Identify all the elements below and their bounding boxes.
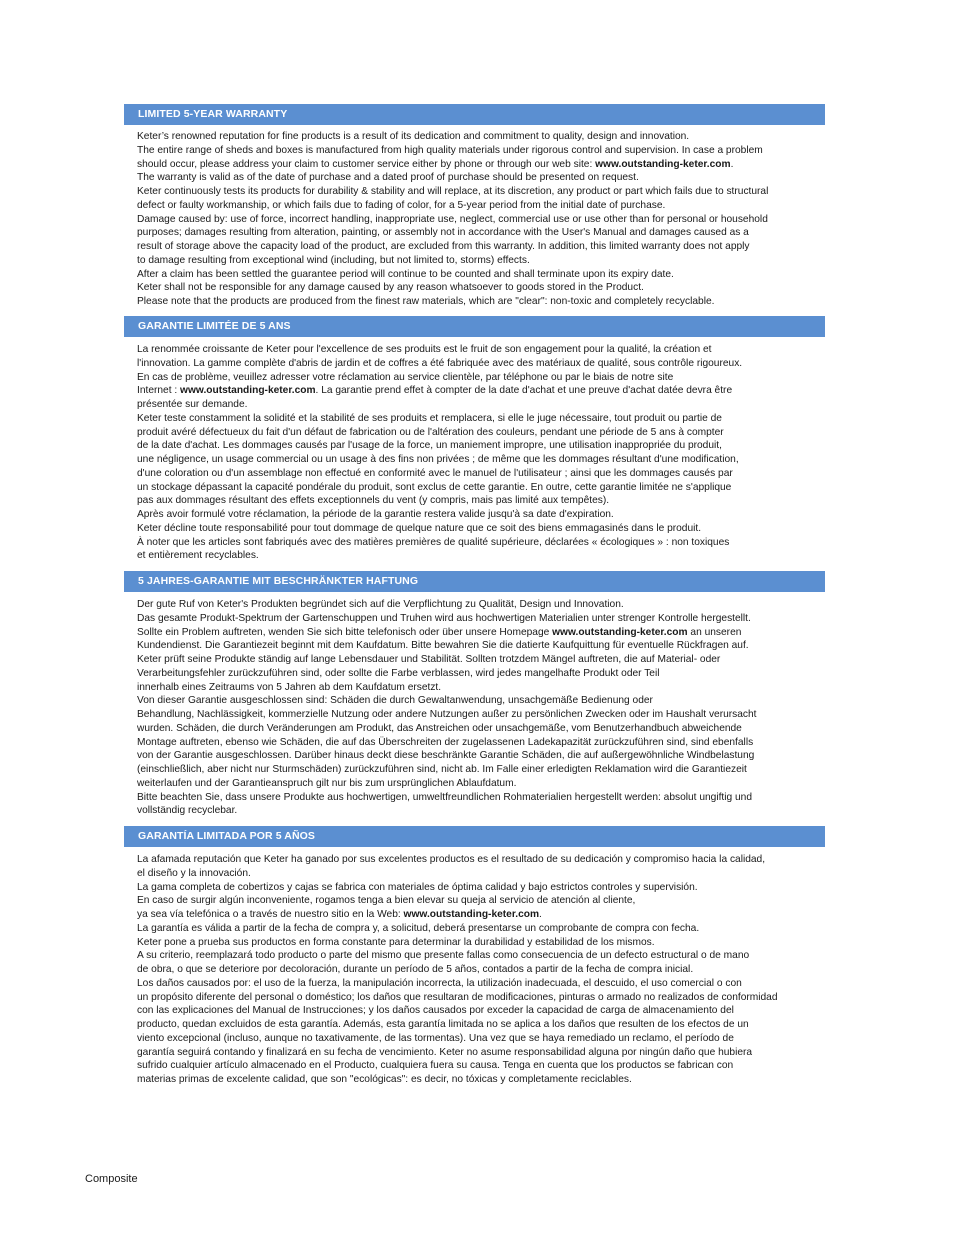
text-run: À noter que les articles sont fabriqués avec des matières premières de qualité supérieure, déclarées « écologiques » : non toxiques — [137, 536, 730, 548]
text-run: Damage caused by: use of force, incorrect handling, inappropriate use, neglect, commercial use or use other than for personal or household — [137, 213, 768, 225]
text-line — [137, 763, 825, 777]
text-run: innerhalb eines Zeitraums von 5 Jahren ab dem Kaufdatum ersetzt. — [137, 681, 442, 693]
text-run: Keter continuously tests its products for durability & stability and will replace, at its discretion, any product or part which fails due to structural — [137, 186, 769, 197]
text-run: Verarbeitungsfehler zurückzuführen sind, oder sollte die Farbe verblassen, wird jedes mangelhafte Produkt oder Teil — [137, 667, 660, 679]
text-line — [137, 522, 825, 536]
text-line — [137, 281, 825, 295]
text-line — [137, 357, 825, 371]
text-line — [137, 1059, 825, 1073]
text-line — [137, 667, 825, 681]
text-run: l'innovation. La gamme complète d'abris de jardin et de coffres a été fabriquée avec des matériaux de qualité, sous contrôle rigoureux. — [137, 357, 743, 369]
warranty-section-en — [124, 104, 825, 309]
text-line — [137, 1073, 825, 1087]
text-run: el diseño y la innovación. — [137, 867, 251, 879]
text-run: de la date d'achat. Les dommages causés par l'usage de la force, un maniement impropre, une utilisation inappropriée du produit, — [137, 440, 722, 452]
text-line — [137, 1018, 825, 1032]
text-run: vollständig recyclebar. — [137, 805, 238, 817]
text-run: d'une coloration ou d'un assemblage non effectué en conformité avec le manuel de l'utilisateur ; ainsi que les dommages causés par — [137, 467, 733, 479]
text-line — [137, 922, 825, 936]
text-run: Keter prüft seine Produkte ständig auf lange Lebensdauer und Stabilität. Sollten trotzdem Mängel auftreten, die auf Material- oder — [137, 654, 721, 665]
text-run: wurden. Schäden, die durch Veränderungen am Produkt, das Anstreichen oder unsachgemäße, vom Benutzerhandbuch abweichende — [137, 722, 742, 734]
text-run: La garantía es válida a partir de la fecha de compra y, a solicitud, deberá presentarse un comprobante de compra con fecha. — [137, 922, 700, 934]
text-run: con las explicaciones del Manual de Instrucciones; y los daños causados por exceder la capacidad de carga de almacenamiento del — [137, 1005, 734, 1017]
text-run: Please note that the products are produced from the finest raw materials, which are "clear": non-toxic and completely recyclable. — [137, 296, 715, 307]
text-line — [137, 963, 825, 977]
text-run: Keter’s renowned reputation for fine products is a result of its dedication and commitment to quality, design and innovation. — [137, 131, 690, 142]
text-line — [137, 653, 825, 667]
text-run: result of storage above the capacity load of the product, are excluded from this warranty. In addition, this limited warranty does not apply — [137, 241, 750, 252]
text-line — [137, 494, 825, 508]
text-run: En cas de problème, veuillez adresser votre réclamation au service clientèle, par téléphone ou par le biais de notre site — [137, 371, 674, 383]
text-run: Keter pone a prueba sus productos en forma constante para determinar la durabilidad y estabilidad de los mismos. — [137, 936, 655, 948]
text-run: Après avoir formulé votre réclamation, la période de la garantie restera valide jusqu'à sa date d'expiration. — [137, 509, 614, 520]
text-line — [137, 749, 825, 763]
text-run: et entièrement recyclables. — [137, 550, 259, 562]
text-run: Kundendienst. Die Garantiezeit beginnt mit dem Kaufdatum. Bitte bewahren Sie die datierte Kaufquittung für eventuelle Rückfragen auf. — [137, 640, 749, 652]
text-run: The entire range of sheds and boxes is manufactured from high quality materials under rigorous control and supervision. In case a problem — [137, 144, 763, 156]
section-header: GARANTIE LIMITÉE DE 5 ANS — [124, 316, 825, 337]
text-line — [137, 894, 825, 908]
text-run: Sollte ein Problem auftreten, wenden Sie sich bitte telefonisch oder über unsere Homepage — [137, 626, 553, 638]
text-line — [137, 158, 825, 172]
text-line — [137, 881, 825, 895]
text-run: defect or faulty workmanship, or which fails due to fading of color, for a 5-year period from the initial date of purchase. — [137, 199, 666, 211]
text-run: . — [730, 158, 734, 170]
text-line — [137, 1004, 825, 1018]
text-line — [137, 722, 825, 736]
warranty-section-fr — [124, 316, 825, 563]
text-run: La renommée croissante de Keter pour l'excellence de ses produits est le fruit de son engagement pour la qualité, la création et — [137, 344, 712, 355]
warranty-section-de — [124, 571, 825, 818]
text-run: viento excepcional (incluso, aunque no taxativamente, de las tormentas). Una vez que se haya remediado un reclamo, el período de — [137, 1032, 734, 1044]
text-run: Keter shall not be responsible for any damage caused by any reason whatsoever to goods stored in the Product. — [137, 282, 644, 294]
text-line — [137, 199, 825, 213]
text-run: La gama completa de cobertizos y cajas se fabrica con materiales de óptima calidad y bajo estrictos controles y supervisión. — [137, 881, 698, 893]
text-line — [137, 144, 825, 158]
text-line — [137, 1032, 825, 1046]
text-line — [137, 977, 825, 991]
text-line — [137, 268, 825, 282]
text-line — [137, 639, 825, 653]
text-line — [137, 226, 825, 240]
text-line — [137, 467, 825, 481]
text-line — [137, 398, 825, 412]
text-run: ya sea vía telefónica o a través de nuestro sitio en la Web: — [137, 909, 404, 920]
text-line — [137, 508, 825, 522]
text-run: Keter décline toute responsabilité pour tout dommage de quelque nature que ce soit des biens emmagasinés dans le produit. — [137, 522, 702, 534]
text-run: pas aux dommages résultant des effets exceptionnels du vent (y compris, mais pas limité aux tempêtes). — [137, 495, 610, 507]
footer-label: Composite — [85, 1173, 138, 1185]
section-header: 5 JAHRES-GARANTIE MIT BESCHRÄNKTER HAFTUNG — [124, 571, 825, 592]
text-line — [137, 412, 825, 426]
text-line — [137, 295, 825, 309]
text-line — [137, 867, 825, 881]
text-line — [137, 384, 825, 398]
text-run: Von dieser Garantie ausgeschlossen sind: Schäden die durch Gewaltanwendung, unsachgemäße Bedienung oder — [137, 695, 653, 707]
text-run: After a claim has been settled the guarantee period will continue to be counted and shall terminate upon its expiry date. — [137, 268, 674, 280]
website-link-text: www.outstanding-keter.com — [552, 626, 688, 638]
text-line — [137, 626, 825, 640]
text-line — [137, 708, 825, 722]
text-line — [137, 130, 825, 144]
text-line — [137, 453, 825, 467]
text-line — [137, 185, 825, 199]
warranty-section-es — [124, 826, 825, 1087]
text-run: En caso de surgir algún inconveniente, rogamos tenga a bien elevar su queja al servicio de atención al cliente, — [137, 895, 636, 907]
text-line — [137, 1046, 825, 1060]
text-run: an unseren — [687, 626, 742, 638]
text-line — [137, 777, 825, 791]
text-run: to damage resulting from exceptional wind (including, but not limited to, storms) effects. — [137, 254, 530, 266]
text-run: Los daños causados por: el uso de la fuerza, la manipulación incorrecta, la utilización inadecuada, el descuido, el uso comercial o con — [137, 977, 742, 989]
section-body — [124, 125, 825, 309]
text-run: produit avéré défectueux du fait d'un défaut de fabrication ou de l'altération des couleurs, pendant une période de 5 ans à compter — [137, 426, 724, 438]
text-run: . La garantie prend effet à compter de la date d'achat et une preuve d'achat datée devra être — [315, 385, 733, 397]
text-run: présentée sur demande. — [137, 399, 248, 410]
section-body — [124, 847, 825, 1087]
text-run: de obra, o que se deteriore por decoloración, durante un período de 5 años, contados a partir de la fecha de compra inicial. — [137, 964, 694, 975]
text-line — [137, 694, 825, 708]
text-run: Keter teste constamment la solidité et la stabilité de ses produits et remplacera, si elle le juge nécessaire, tout produit ou partie de — [137, 412, 722, 424]
text-line — [137, 240, 825, 254]
website-link-text: www.outstanding-keter.com — [180, 385, 316, 397]
text-line — [137, 371, 825, 385]
text-run: Bitte beachten Sie, dass unsere Produkte aus hochwertigen, umweltfreundlichen Rohmaterialien hergestellt werden: absolut ungiftig und — [137, 791, 753, 803]
text-run: Der gute Ruf von Keter's Produkten begründet sich auf die Verpflichtung zu Qualität, Design und Innovation. — [137, 599, 624, 610]
text-run: La afamada reputación que Keter ha ganado por sus excelentes productos es el resultado de su dedicación y compromiso hacia la calidad, — [137, 854, 766, 865]
text-run: Das gesamte Produkt-Spektrum der Gartenschuppen und Truhen wird aus hochwertigen Materialien unter strenger Kontrolle hergestellt. — [137, 612, 751, 624]
text-line — [137, 936, 825, 950]
section-body — [124, 592, 825, 818]
text-run: (einschließlich, aber nicht nur Sturmschäden) zurückzuführen sind, nicht ab. Im Falle einer erledigten Reklamation wird die Garantiezeit — [137, 764, 747, 775]
text-run: von der Garantie ausgeschlossen. Darüber hinaus deckt diese beschränkte Garantie Schäden, die auf außergewöhnliche Windbelastung — [137, 750, 755, 762]
text-line — [137, 549, 825, 563]
text-line — [137, 612, 825, 626]
text-line — [137, 991, 825, 1005]
text-run: should occur, please address your claim to customer service either by phone or through our web site: — [137, 158, 596, 170]
website-link-text: www.outstanding-keter.com — [403, 909, 540, 920]
text-run: sufrido cualquier artículo almacenado en el Producto, cualquiera fuera su causa. Tenga en cuenta que los productos se fabrican con — [137, 1060, 734, 1072]
text-line — [137, 481, 825, 495]
text-run: une négligence, un usage commercial ou un usage à des fins non privées ; de même que les dommages résultant d'une modification, — [137, 454, 739, 465]
section-body — [124, 337, 825, 563]
text-run: garantía seguirá contando y finalizará en su fecha de vencimiento. Keter no asume responsabilidad alguna por ningún daño que hubiera — [137, 1046, 753, 1058]
text-line — [137, 343, 825, 357]
section-header: LIMITED 5-YEAR WARRANTY — [124, 104, 825, 125]
text-line — [137, 791, 825, 805]
text-line — [137, 736, 825, 750]
text-run: . — [539, 909, 542, 920]
text-line — [137, 804, 825, 818]
text-run: Behandlung, Nachlässigkeit, kommerzielle Nutzung oder andere Nutzungen außer zu persönlichen Zwecken oder im Haushalt verursacht — [137, 709, 757, 720]
text-run: un propósito diferente del personal o doméstico; los daños que resultaran de modificaciones, pinturas o armado no realizados de conformidad — [137, 991, 778, 1003]
text-run: purposes; damages resulting from alteration, painting, or assembly not in accordance with the User's Manual and damages caused as a — [137, 227, 749, 239]
text-line — [137, 254, 825, 268]
text-line — [137, 213, 825, 227]
text-run: Montage auftreten, ebenso wie Schäden, die auf das Überschreiten der zugelassenen Ladekapazität zurückzuführen sind, sind ebenfalls — [137, 736, 754, 748]
text-run: A su criterio, reemplazará todo producto o parte del mismo que presente fallas como consecuencia de un defecto estructural o de mano — [137, 950, 750, 962]
website-link-text: www.outstanding-keter.com — [595, 158, 731, 170]
text-line — [137, 536, 825, 550]
text-line — [137, 439, 825, 453]
text-line — [137, 681, 825, 695]
text-run: materias primas de excelente calidad, que son "ecológicas": es decir, no tóxicas y completamente reciclables. — [137, 1074, 632, 1085]
text-line — [137, 171, 825, 185]
text-line — [137, 426, 825, 440]
section-header: GARANTÍA LIMITADA POR 5 AÑOS — [124, 826, 825, 847]
text-run: The warranty is valid as of the date of purchase and a dated proof of purchase should be presented on request. — [137, 172, 639, 184]
text-line — [137, 949, 825, 963]
text-run: Internet : — [137, 385, 181, 397]
text-line — [137, 853, 825, 867]
text-line — [137, 908, 825, 922]
text-line — [137, 598, 825, 612]
text-run: producto, quedan excluidos de esta garantía. Además, esta garantía limitada no se aplica a los daños que resulten de los efectos de un — [137, 1019, 749, 1030]
text-run: weiterlaufen und der Garantieanspruch gilt nur bis zum ursprünglichen Ablaufdatum. — [137, 777, 517, 789]
text-run: un stockage dépassant la capacité pondérale du produit, sont exclus de cette garantie. En outre, cette garantie limitée ne s'applique — [137, 481, 732, 493]
